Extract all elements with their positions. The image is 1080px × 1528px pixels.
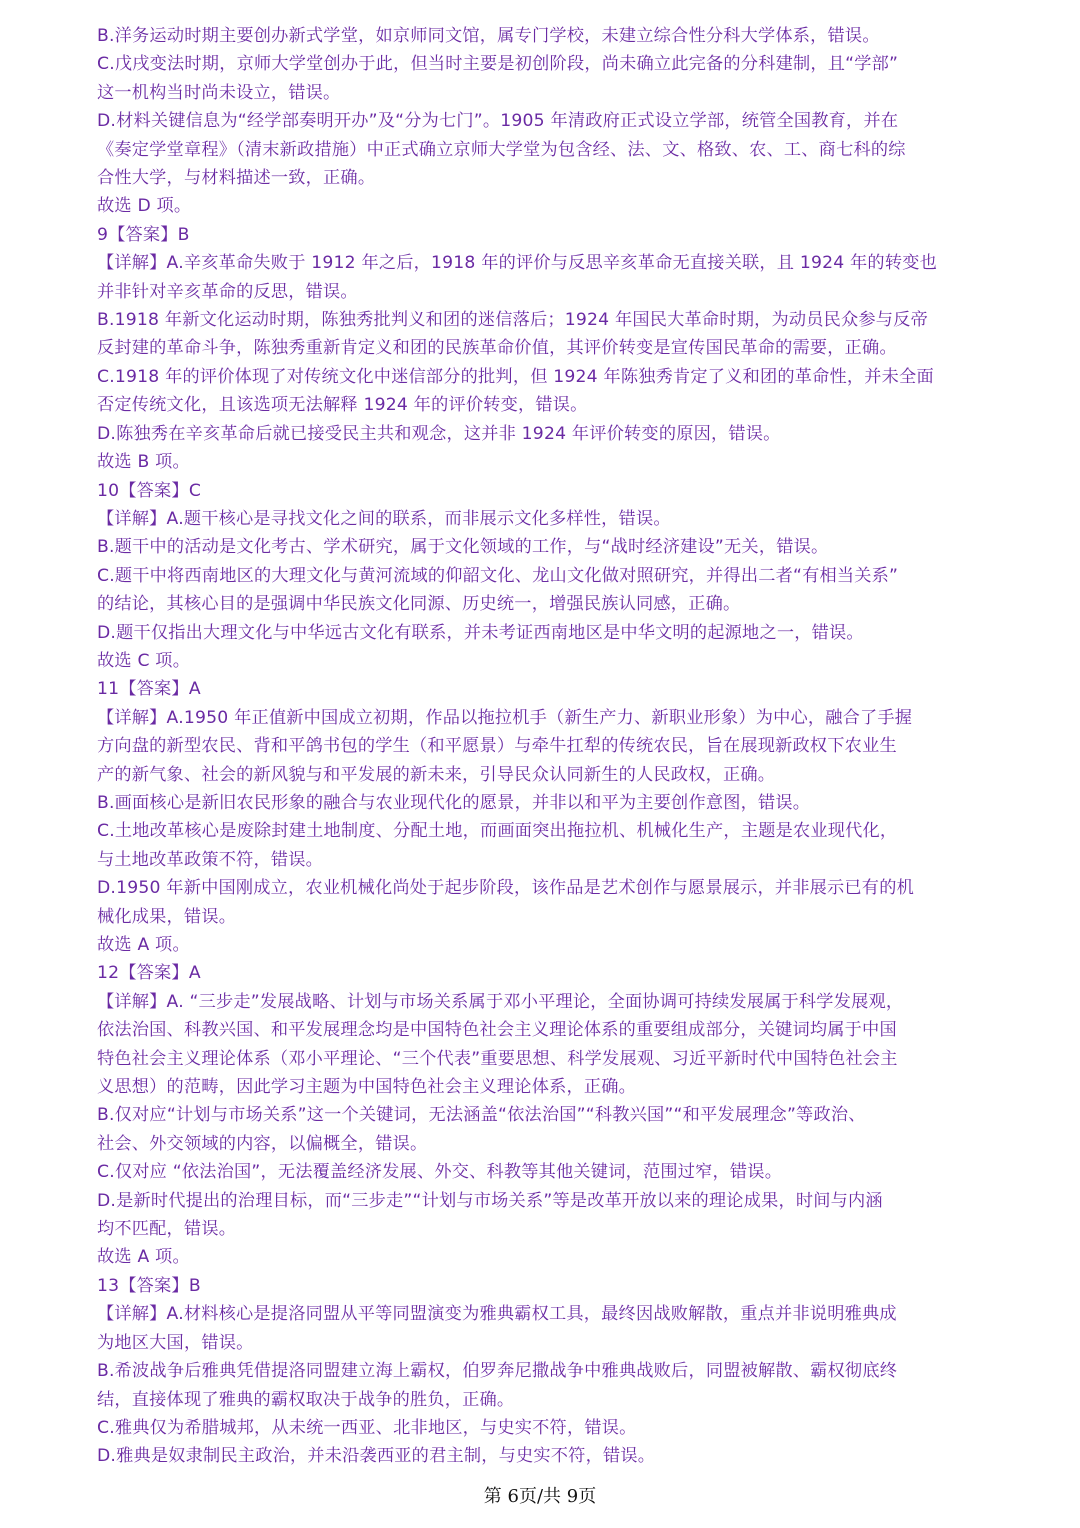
text-line: 为地区大国，错误。	[97, 1332, 254, 1353]
text-line: B.希波战争后雅典凭借提洛同盟建立海上霸权，伯罗奔尼撒战争中雅典战败后，同盟被解散、霸权彻底终	[97, 1361, 898, 1382]
text-line: D.材料关键信息为“经学部奏明开办”及“分为七门”。1905 年清政府正式设立学部，统管全国教育，并在	[97, 111, 899, 132]
text-line: 10【答案】C	[97, 480, 202, 501]
text-line: 【详解】A.1950 年正值新中国成立初期，作品以拖拉机手（新生产力、新职业形象）为中心，融合了手握	[97, 707, 913, 728]
text-line: 故选 D 项。	[97, 196, 192, 217]
text-line: C.戊戌变法时期，京师大学堂创办于此，但当时主要是初创阶段，尚未确立此完备的分科建制，且“学部”	[97, 54, 899, 75]
text-line: D.1950 年新中国刚成立，农业机械化尚处于起步阶段，该作品是艺术创作与愿景展示，并非展示已有的机	[97, 878, 914, 899]
text-line: 结，直接体现了雅典的霸权取决于战争的胜负，正确。	[97, 1389, 515, 1410]
text-line: 故选 C 项。	[97, 650, 191, 671]
answer-explanations	[97, 22, 985, 1471]
text-line: 9【答案】B	[97, 224, 190, 245]
page-footer: 第 6页/共 9页	[483, 1486, 597, 1507]
text-line: B.画面核心是新旧农民形象的融合与农业现代化的愿景，并非以和平为主要创作意图，错误。	[97, 792, 811, 813]
text-line: 依法治国、科教兴国、和平发展理念均是中国特色社会主义理论体系的重要组成部分，关键词均属于中国	[97, 1020, 897, 1041]
text-line: 【详解】A.辛亥革命失败于 1912 年之后，1918 年的评价与反思辛亥革命无直接关联，且 1924 年的转变也	[97, 253, 937, 274]
text-line: 并非针对辛亥革命的反思，错误。	[97, 281, 358, 302]
text-line: C.雅典仅为希腊城邦，从未统一西亚、北非地区，与史实不符，错误。	[97, 1417, 637, 1438]
text-line: C.土地改革核心是废除封建土地制度、分配土地，而画面突出拖拉机、机械化生产，主题是农业现代化，	[97, 821, 898, 842]
text-line: B.题干中的活动是文化考古、学术研究，属于文化领域的工作，与“战时经济建设”无关，错误。	[97, 537, 829, 558]
text-line: D.雅典是奴隶制民主政治，并未沿袭西亚的君主制，与史实不符，错误。	[97, 1446, 656, 1467]
text-line: 与土地改革政策不符，错误。	[97, 849, 324, 870]
text-line: 13【答案】B	[97, 1275, 201, 1296]
text-line: 故选 A 项。	[97, 1247, 190, 1268]
text-line: 12【答案】A	[97, 963, 201, 984]
text-line: 的结论，其核心目的是强调中华民族文化同源、历史统一，增强民族认同感，正确。	[97, 594, 741, 615]
text-line: 反封建的革命斗争，陈独秀重新肯定义和团的民族革命价值，其评价转变是宣传国民革命的需要，正确。	[97, 338, 897, 359]
text-line: B.1918 年新文化运动时期，陈独秀批判义和团的迷信落后；1924 年国民大革命时期，为动员民众参与反帝	[97, 310, 928, 331]
text-line: 特色社会主义理论体系（邓小平理论、“三个代表”重要思想、科学发展观、习近平新时代中国特色社会主	[97, 1048, 898, 1069]
text-line: D.陈独秀在辛亥革命后就已接受民主共和观念，这并非 1924 年评价转变的原因，错误。	[97, 423, 781, 444]
text-line: D.是新时代提出的治理目标，而“三步走”“计划与市场关系”等是改革开放以来的理论成果，时间与内涵	[97, 1190, 883, 1211]
text-line: 义思想）的范畴，因此学习主题为中国特色社会主义理论体系，正确。	[97, 1077, 637, 1098]
text-line: 均不匹配，错误。	[97, 1219, 237, 1240]
text-line: 【详解】A.材料核心是提洛同盟从平等同盟演变为雅典霸权工具，最终因战败解散，重点并非说明雅典成	[97, 1304, 897, 1325]
text-line: 《奏定学堂章程》（清末新政措施）中正式确立京师大学堂为包含经、法、文、格致、农、工、商七科的综	[97, 139, 906, 160]
text-line: C.仅对应 “依法治国”，无法覆盖经济发展、外交、科教等其他关键词，范围过窄，错误。	[97, 1162, 783, 1183]
text-line: 产的新气象、社会的新风貌与和平发展的新未来，引导民众认同新生的人民政权，正确。	[97, 764, 776, 785]
text-line: 【详解】A.题干核心是寻找文化之间的联系，而非展示文化多样性，错误。	[97, 508, 671, 529]
text-line: 方向盘的新型农民、背和平鸽书包的学生（和平愿景）与牵牛扛犁的传统农民，旨在展现新政权下农业生	[97, 736, 897, 757]
text-line: B.洋务运动时期主要创办新式学堂，如京师同文馆，属专门学校，未建立综合性分科大学体系，错误。	[97, 26, 880, 46]
text-line: 【详解】A. “三步走”发展战略、计划与市场关系属于邓小平理论，全面协调可持续发展属于科学发展观，	[97, 991, 904, 1012]
text-line: 这一机构当时尚未设立，错误。	[97, 82, 341, 103]
text-line: D.题干仅指出大理文化与中华远古文化有联系，并未考证西南地区是中华文明的起源地之一，错误。	[97, 622, 864, 643]
text-line: C.1918 年的评价体现了对传统文化中迷信部分的批判，但 1924 年陈独秀肯定了义和团的革命性，并未全面	[97, 366, 934, 387]
text-line: B.仅对应“计划与市场关系”这一个关键词，无法涵盖“依法治国”“科教兴国”“和平发展理念”等政治、	[97, 1105, 866, 1126]
text-line: 合性大学，与材料描述一致，正确。	[97, 168, 376, 189]
text-line: 11【答案】A	[97, 679, 201, 700]
text-line: 械化成果，错误。	[97, 906, 237, 927]
text-line: 故选 B 项。	[97, 452, 190, 473]
text-line: 社会、外交领域的内容，以偏概全，错误。	[97, 1133, 428, 1154]
text-line: C.题干中将西南地区的大理文化与黄河流域的仰韶文化、龙山文化做对照研究，并得出二者“有相当关系”	[97, 565, 899, 586]
text-line: 否定传统文化，且该选项无法解释 1924 年的评价转变，错误。	[97, 395, 588, 416]
text-line: 故选 A 项。	[97, 935, 190, 955]
